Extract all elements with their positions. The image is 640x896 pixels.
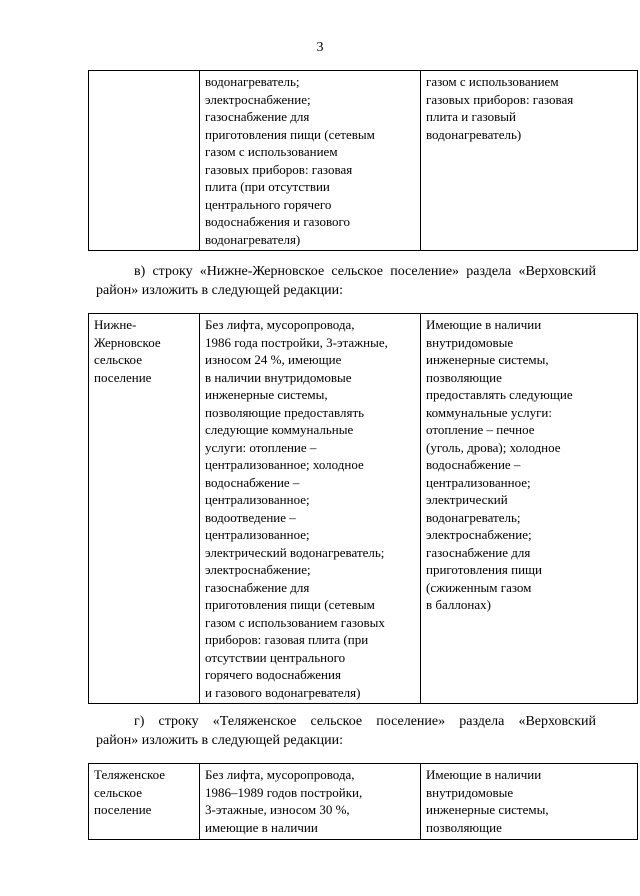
paragraph-v-line1: в) строку «Нижне-Жерновское сельское поселение» раздела «Верховский [134,264,596,279]
paragraph-v [96,262,596,300]
table-row [89,314,638,704]
settlement-cell: Теляженское сельское поселение [89,764,200,840]
utilities-cell: газом с использованием газовых приборов: газовая плита и газовый водонагреватель) [421,71,638,251]
housing-description-cell: водонагреватель; электроснабжение; газоснабжение для приготовления пищи (сетевым газом с использованием газовых приборов: газовая плита (при отсутствии центрального горячего водоснабжения и газового водонагревателя) [200,71,421,251]
paragraph-g [96,712,596,750]
table-row [89,764,638,840]
paragraph-g-line2: район» изложить в следующей редакции: [96,733,343,748]
table-row [89,71,638,251]
table-telyazhenskoe [88,763,638,840]
page-number: 3 [316,40,324,55]
table-nizhne-zhernovskoe [88,313,638,704]
settlement-cell [89,71,200,251]
housing-description-cell: Без лифта, мусоропровода, 1986–1989 годов постройки, 3-этажные, износом 30 %, имеющие в наличии [200,764,421,840]
table-continuation [88,70,638,251]
paragraph-g-line1: г) строку «Теляженское сельское поселение» раздела «Верховский [134,714,596,729]
paragraph-v-line2: район» изложить в следующей редакции: [96,283,343,298]
utilities-cell: Имеющие в наличии внутридомовые инженерные системы, позволяющие [421,764,638,840]
settlement-cell: Нижне- Жерновское сельское поселение [89,314,200,704]
utilities-cell: Имеющие в наличии внутридомовые инженерные системы, позволяющие предоставлять следующие коммунальные услуги: отопление – печное (уголь, дрова); холодное водоснабжение – централизованное; электрический водонагреватель; электроснабжение; газоснабжение для приготовления пищи (сжиженным газом в баллонах) [421,314,638,704]
housing-description-cell: Без лифта, мусоропровода, 1986 года постройки, 3-этажные, износом 24 %, имеющие в наличии внутридомовые инженерные системы, позволяющие предоставлять следующие коммунальные услуги: отопление – централизованное; холодное водоснабжение – централизованное; водоотведение – централизованное; электрический водонагреватель; электроснабжение; газоснабжение для приготовления пищи (сетевым газом с использованием газовых приборов: газовая плита (при отсутствии центрального горячего водоснабжения и газового водонагревателя) [200,314,421,704]
